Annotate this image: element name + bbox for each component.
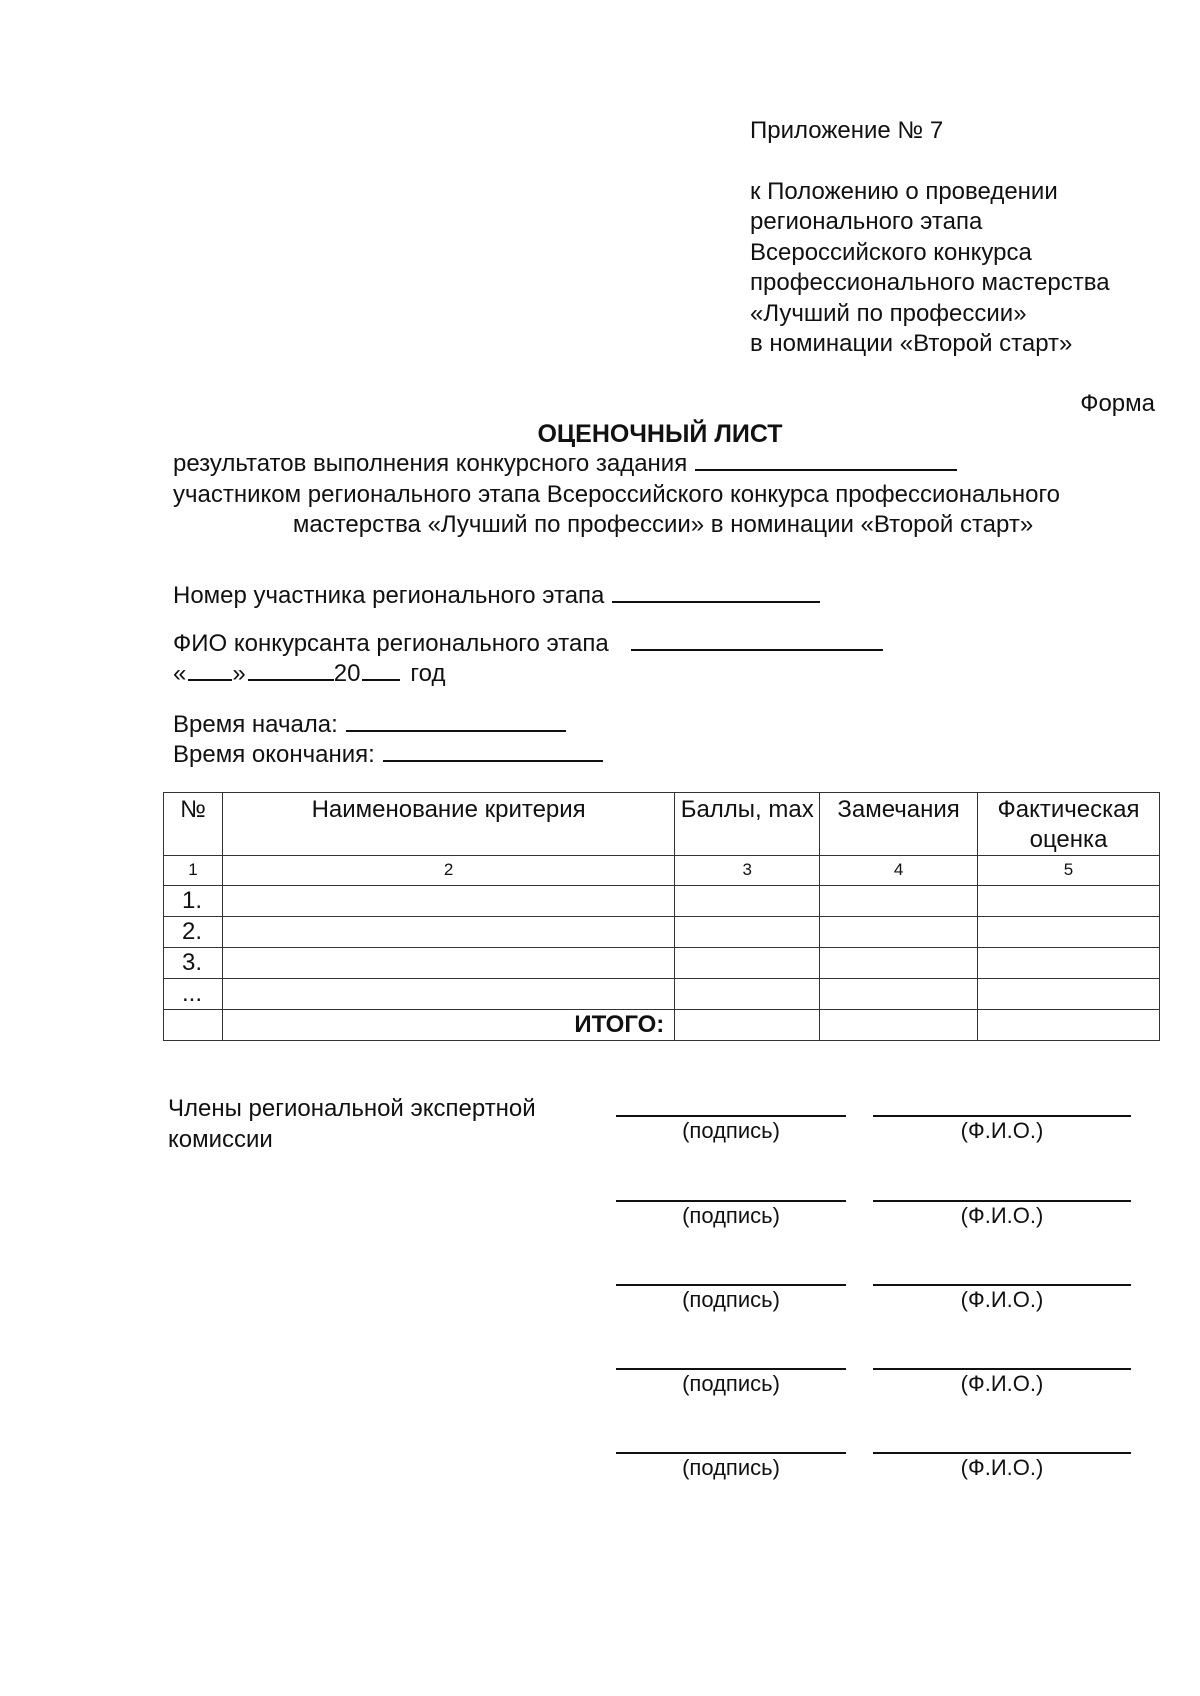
row-number: ... xyxy=(164,979,223,1010)
subtitle-text-1: результатов выполнения конкурсного задания xyxy=(173,450,688,477)
max-points-cell[interactable] xyxy=(675,886,820,917)
end-time-field[interactable] xyxy=(383,759,603,762)
actual-score-cell[interactable] xyxy=(978,886,1160,917)
commission-label-line-2: комиссии xyxy=(168,1125,273,1153)
start-time-field[interactable] xyxy=(346,729,566,732)
column-number-row xyxy=(164,856,1160,886)
annex-block xyxy=(750,116,1110,360)
name-line[interactable] xyxy=(873,1284,1131,1286)
max-points-cell[interactable] xyxy=(675,948,820,979)
start-time-label: Время начала: xyxy=(173,711,338,738)
date-month-field[interactable] xyxy=(248,678,334,681)
form-label: Форма xyxy=(1080,390,1155,417)
name-caption: (Ф.И.О.) xyxy=(960,1203,1044,1228)
row-number: 2. xyxy=(164,917,223,948)
name-caption: (Ф.И.О.) xyxy=(960,1287,1044,1312)
annex-line: в номинации «Второй старт» xyxy=(750,330,1073,357)
commission-label-line-1: Члены региональной экспертной xyxy=(168,1095,536,1122)
column-number: 5 xyxy=(978,856,1160,886)
criterion-cell[interactable] xyxy=(222,886,674,917)
date-day-field[interactable] xyxy=(188,678,232,681)
table-row xyxy=(164,979,1160,1010)
name-line[interactable] xyxy=(873,1200,1131,1202)
total-empty-cell xyxy=(164,1010,223,1041)
name-caption: (Ф.И.О.) xyxy=(960,1455,1044,1480)
signature-caption: (подпись) xyxy=(682,1287,780,1312)
participant-number-field[interactable] xyxy=(612,600,820,603)
row-number: 3. xyxy=(164,948,223,979)
contestant-name-label: ФИО конкурсанта регионального этапа xyxy=(173,630,609,657)
signature-caption: (подпись) xyxy=(682,1455,780,1480)
date-close-quote: » xyxy=(232,660,246,687)
commission-label xyxy=(168,1094,536,1155)
actual-score-cell[interactable] xyxy=(978,979,1160,1010)
participant-number-label: Номер участника регионального этапа xyxy=(173,582,605,609)
total-row xyxy=(164,1010,1160,1041)
remarks-cell[interactable] xyxy=(820,948,978,979)
annex-line: профессионального мастерства xyxy=(750,269,1110,296)
table-row xyxy=(164,886,1160,917)
criterion-cell[interactable] xyxy=(222,917,674,948)
name-caption: (Ф.И.О.) xyxy=(960,1118,1044,1143)
document-title: ОЦЕНОЧНЫЙ ЛИСТ xyxy=(537,420,783,448)
column-number: 1 xyxy=(164,856,223,886)
date-suffix: год xyxy=(410,660,446,687)
name-line[interactable] xyxy=(873,1115,1131,1117)
annex-line: «Лучший по профессии» xyxy=(750,299,1027,327)
total-remarks-cell[interactable] xyxy=(820,1010,978,1041)
subtitle-line-2: участником регионального этапа Всероссийского конкурса профессионального xyxy=(173,480,1061,508)
contestant-name-field[interactable] xyxy=(631,648,883,651)
row-number: 1. xyxy=(164,886,223,917)
subtitle-line-3: мастерства «Лучший по профессии» в номинации «Второй старт» xyxy=(292,511,1034,538)
annex-number: Приложение № 7 xyxy=(750,117,944,144)
signature-line[interactable] xyxy=(616,1200,846,1202)
column-number: 3 xyxy=(675,856,820,886)
signature-line[interactable] xyxy=(616,1452,846,1454)
signature-caption: (подпись) xyxy=(682,1203,780,1228)
header-criterion: Наименование критерия xyxy=(222,793,674,856)
name-line[interactable] xyxy=(873,1368,1131,1370)
document-subtitle xyxy=(173,449,1153,541)
date-row xyxy=(173,660,445,688)
date-year-field[interactable] xyxy=(362,678,400,681)
total-max-points-cell[interactable] xyxy=(675,1010,820,1041)
table-row xyxy=(164,917,1160,948)
column-number: 2 xyxy=(222,856,674,886)
subtitle-line-1 xyxy=(173,449,1153,480)
actual-score-cell[interactable] xyxy=(978,917,1160,948)
signature-line[interactable] xyxy=(616,1284,846,1286)
start-time-row xyxy=(173,711,566,739)
criterion-cell[interactable] xyxy=(222,948,674,979)
name-caption: (Ф.И.О.) xyxy=(960,1371,1044,1396)
table-header-row xyxy=(164,793,1160,856)
date-year-prefix: 20 xyxy=(333,660,361,687)
max-points-cell[interactable] xyxy=(675,979,820,1010)
table-row xyxy=(164,948,1160,979)
signature-line[interactable] xyxy=(616,1368,846,1370)
signature-line[interactable] xyxy=(616,1115,846,1117)
contestant-name-row xyxy=(173,630,883,658)
date-open-quote: « xyxy=(173,660,187,687)
end-time-row xyxy=(173,741,603,769)
remarks-cell[interactable] xyxy=(820,886,978,917)
evaluation-table xyxy=(163,792,1160,1041)
signature-caption: (подпись) xyxy=(682,1118,780,1143)
remarks-cell[interactable] xyxy=(820,917,978,948)
max-points-cell[interactable] xyxy=(675,917,820,948)
header-remarks: Замечания xyxy=(820,793,978,856)
header-actual-score: Фактическая оценка xyxy=(978,793,1160,856)
criterion-cell[interactable] xyxy=(222,979,674,1010)
actual-score-cell[interactable] xyxy=(978,948,1160,979)
signature-caption: (подпись) xyxy=(682,1371,780,1396)
name-line[interactable] xyxy=(873,1452,1131,1454)
annex-line: Всероссийского конкурса xyxy=(750,238,1032,266)
total-actual-score-cell[interactable] xyxy=(978,1010,1160,1041)
task-name-field[interactable] xyxy=(695,468,957,471)
header-number: № xyxy=(164,793,223,856)
participant-number-row xyxy=(173,582,820,610)
remarks-cell[interactable] xyxy=(820,979,978,1010)
end-time-label: Время окончания: xyxy=(173,741,375,768)
header-max-points: Баллы, max xyxy=(675,793,820,856)
annex-line: к Положению о проведении xyxy=(750,177,1058,205)
column-number: 4 xyxy=(820,856,978,886)
total-label: ИТОГО: xyxy=(222,1010,674,1041)
annex-line: регионального этапа xyxy=(750,208,983,235)
